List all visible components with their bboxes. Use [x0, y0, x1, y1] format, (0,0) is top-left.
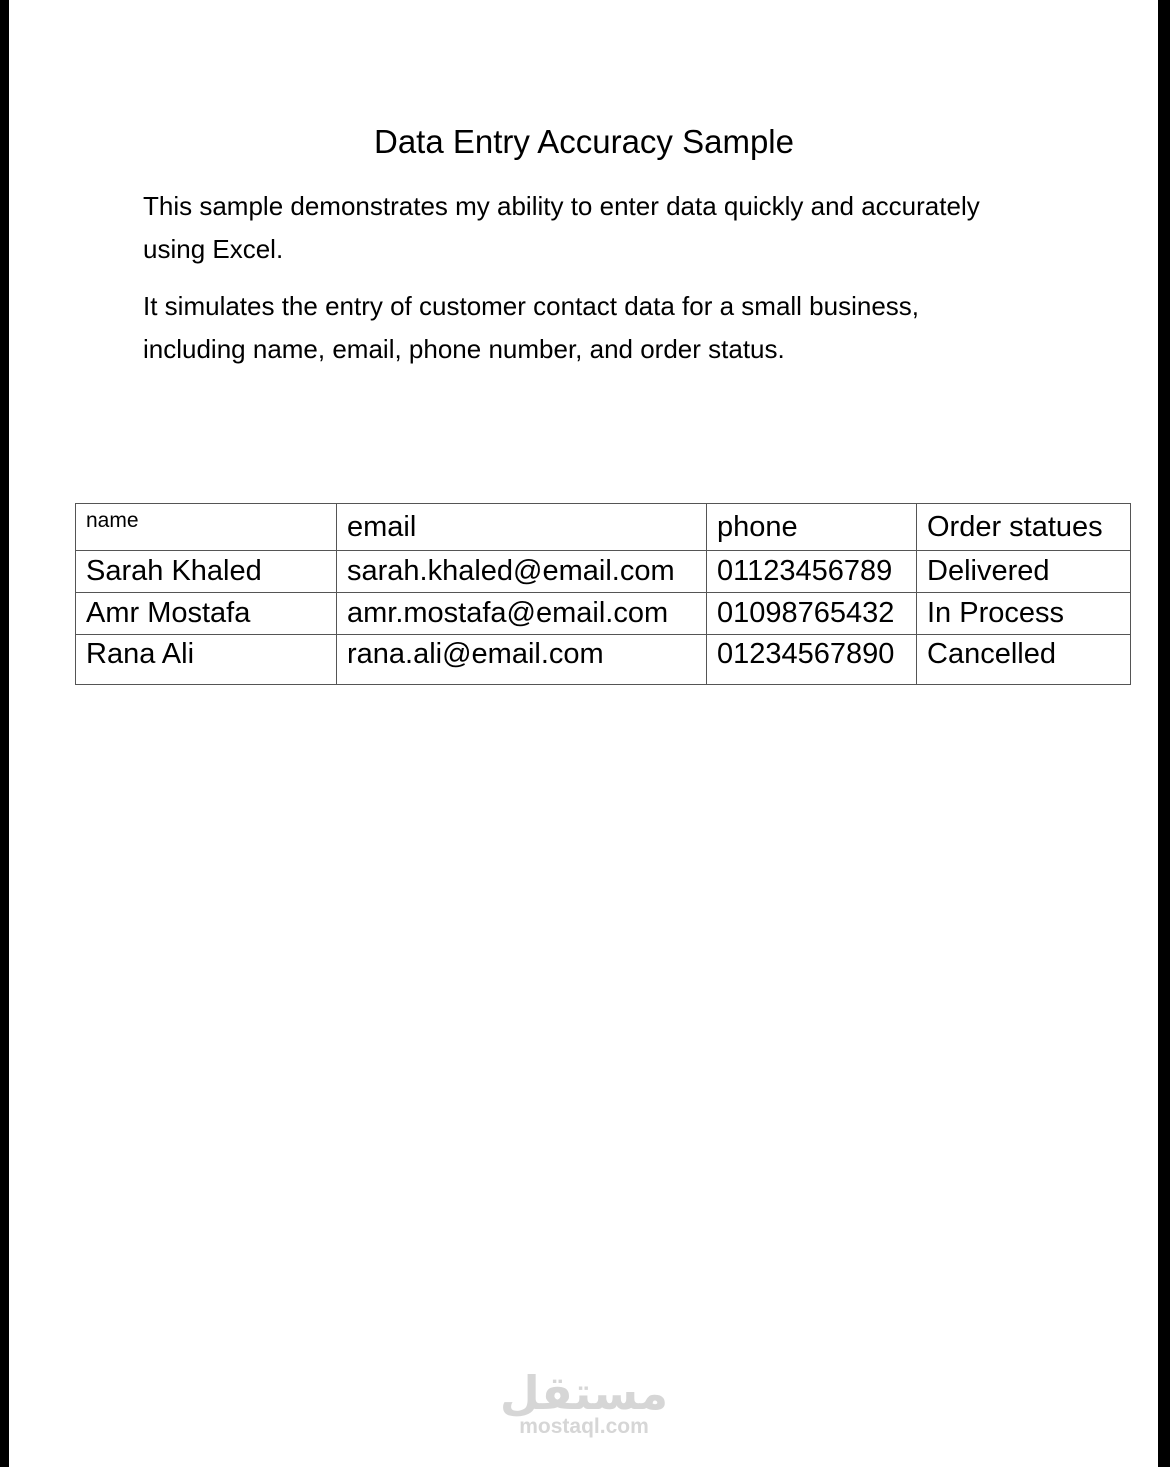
cell-order-status: Delivered	[917, 551, 1131, 593]
table-row	[76, 551, 1131, 593]
cell-email: amr.mostafa@email.com	[337, 593, 707, 635]
cell-phone: 01123456789	[707, 551, 917, 593]
cell-order-status: Cancelled	[917, 635, 1131, 685]
mostaql-watermark	[9, 1366, 1159, 1438]
table-row	[76, 635, 1131, 685]
header-phone: phone	[707, 504, 917, 551]
cell-email: sarah.khaled@email.com	[337, 551, 707, 593]
cell-name: Sarah Khaled	[76, 551, 337, 593]
table-row	[76, 593, 1131, 635]
cell-email: rana.ali@email.com	[337, 635, 707, 685]
header-name: name	[76, 504, 337, 551]
cell-order-status: In Process	[917, 593, 1131, 635]
watermark-domain: mostaql.com	[519, 1415, 649, 1438]
header-order-status: Order statues	[917, 504, 1131, 551]
document-page	[9, 0, 1158, 1467]
header-email: email	[337, 504, 707, 551]
document-title: Data Entry Accuracy Sample	[373, 123, 794, 160]
cell-name: Amr Mostafa	[76, 593, 337, 635]
customer-data-table	[75, 503, 1131, 685]
intro-paragraph: This sample demonstrates my ability to enter data quickly and accurately using Excel.	[143, 191, 980, 264]
cell-phone: 01098765432	[707, 593, 917, 635]
cell-name: Rana Ali	[76, 635, 337, 685]
cell-phone: 01234567890	[707, 635, 917, 685]
description-paragraph: It simulates the entry of customer contact data for a small business, including name, email, phone number, and order status.	[143, 291, 920, 364]
watermark-logo: مستقل	[499, 1366, 669, 1420]
table-header-row	[76, 504, 1131, 551]
